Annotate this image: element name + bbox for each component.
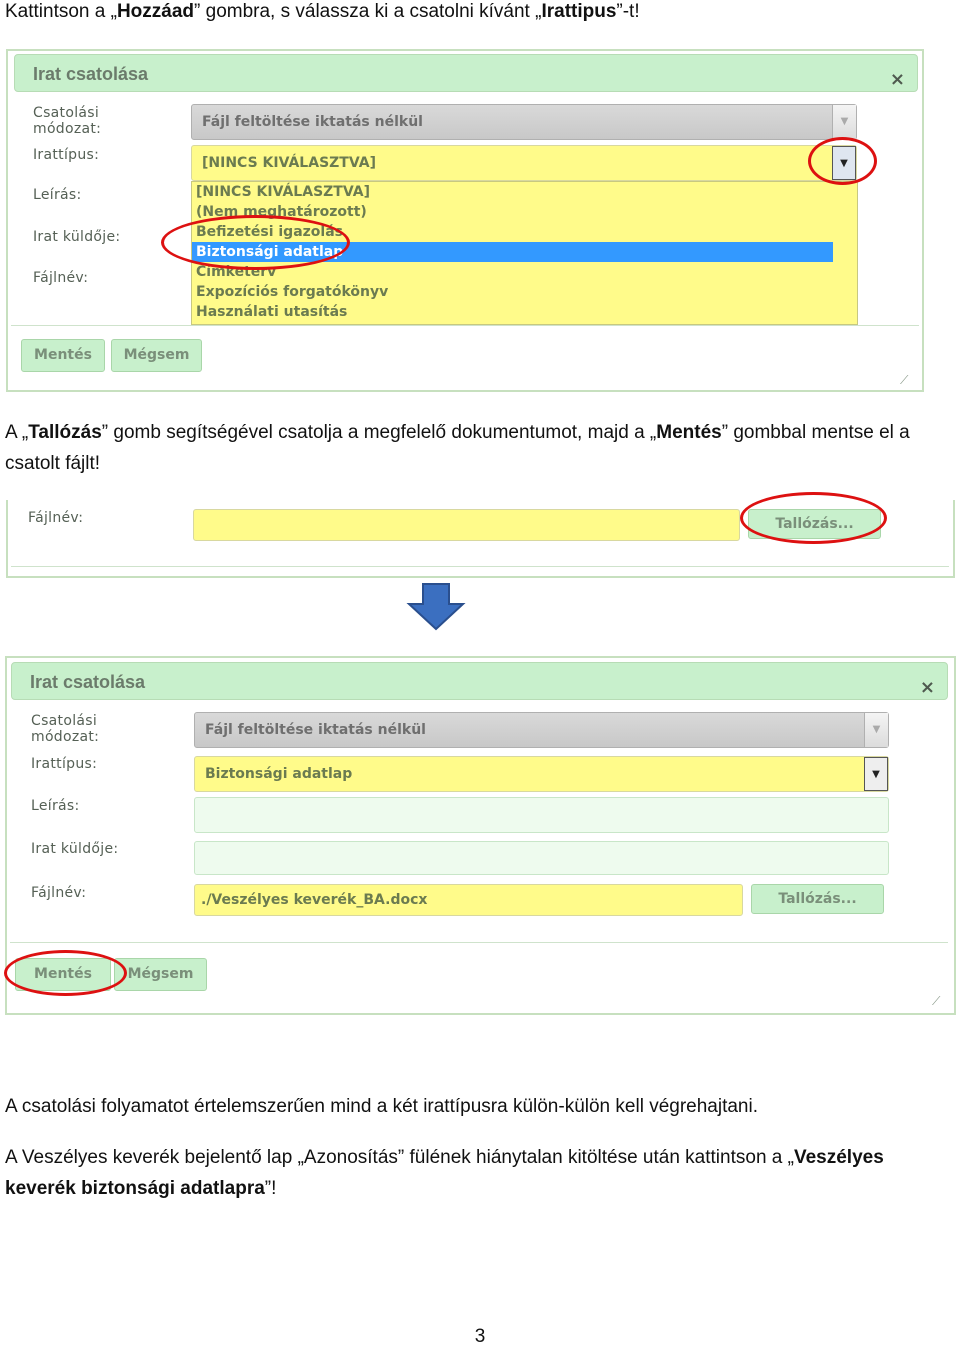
chevron-down-icon[interactable]: ▼ — [864, 713, 888, 747]
list-item[interactable]: Befizetési igazolás — [196, 224, 343, 240]
label-description: Leírás: — [31, 798, 80, 814]
screenshot-dialog-filled — [5, 656, 956, 1015]
filename-input[interactable] — [193, 509, 740, 541]
bold-hozzaad: Hozzáad — [116, 1, 195, 22]
resize-grip-icon[interactable]: ⟋ — [900, 373, 909, 387]
screenshot-dropdown-open — [6, 49, 924, 392]
list-item[interactable]: Expozíciós forgatókönyv — [196, 284, 389, 300]
label-filename: Fájlnév: — [28, 510, 84, 526]
instruction-both-types: A csatolási folyamatot értelemszerűen mind a két irattípusra külön-külön kell végrehajtani. — [5, 1096, 758, 1117]
chevron-down-icon[interactable]: ▼ — [864, 757, 888, 791]
dialog-title-bar — [14, 54, 918, 92]
save-button[interactable]: Mentés — [21, 339, 105, 372]
highlight-browse-button — [740, 492, 887, 544]
list-item-selected[interactable]: Biztonsági adatlap — [192, 242, 833, 262]
browse-button[interactable]: Tallózás... — [748, 509, 881, 539]
instruction-add-button: Kattintson a „Hozzáad” gombra, s válassza ki a csatolni kívánt „Irattipus”-t! — [5, 1, 640, 22]
arrow-down-icon — [405, 582, 467, 632]
mode-select[interactable]: Fájl feltöltése iktatás nélkül ▼ — [194, 712, 889, 748]
chevron-down-icon[interactable]: ▼ — [832, 105, 856, 139]
label-mode: Csatolási módozat: — [31, 713, 100, 745]
type-select[interactable]: [NINCS KIVÁLASZTVA] ▼ — [191, 145, 857, 181]
chevron-down-icon[interactable]: ▼ — [832, 146, 856, 180]
bold-irattipus: Irattipus — [541, 1, 617, 22]
label-filename: Fájlnév: — [33, 270, 89, 286]
bold-tallozas: Tallózás — [28, 422, 102, 443]
highlight-dropdown-arrow — [808, 137, 877, 185]
divider — [11, 325, 919, 326]
type-select[interactable]: Biztonsági adatlap ▼ — [194, 756, 889, 792]
cancel-button[interactable]: Mégsem — [111, 339, 202, 372]
filename-input[interactable]: ./Veszélyes keverék_BA.docx — [194, 884, 743, 916]
list-item[interactable]: (Nem meghatározott) — [196, 204, 367, 220]
list-item[interactable]: Használati utasítás — [196, 304, 348, 320]
list-item[interactable]: Címketerv — [196, 264, 277, 280]
label-mode: Csatolási módozat: — [33, 105, 102, 137]
label-description: Leírás: — [33, 187, 82, 203]
browse-button[interactable]: Tallózás... — [751, 884, 884, 914]
sender-input[interactable] — [194, 841, 889, 875]
instruction-browse-save: A „Tallózás” gomb segítségével csatolja a megfelelő dokumentumot, majd a „Mentés” gombbal mentse el a csatolt fájlt! — [5, 422, 910, 474]
divider — [11, 566, 949, 567]
page-number: 3 — [474, 1326, 486, 1347]
cancel-button[interactable]: Mégsem — [114, 958, 207, 991]
bold-safety-sheet: Veszélyes keverék biztonsági adatlapra — [5, 1147, 884, 1199]
dialog-title: Irat csatolása — [33, 64, 149, 84]
save-button[interactable]: Mentés — [15, 958, 111, 991]
instruction-next-step: A Veszélyes keverék bejelentő lap „Azonosítás” fülének hiánytalan kitöltése után kattintson a „Veszélyes keverék biztonsági adatlapra”! — [5, 1147, 884, 1199]
resize-grip-icon[interactable]: ⟋ — [932, 994, 941, 1008]
label-type: Irattípus: — [31, 756, 98, 772]
screenshot-filename-row — [6, 500, 955, 578]
highlight-save-button — [4, 950, 127, 996]
divider — [10, 942, 948, 943]
close-icon[interactable]: × — [919, 677, 935, 698]
dialog-title: Irat csatolása — [30, 672, 146, 692]
list-item[interactable]: [NINCS KIVÁLASZTVA] — [196, 184, 370, 200]
bold-mentes: Mentés — [656, 422, 722, 443]
label-sender: Irat küldője: — [33, 229, 121, 245]
label-type: Irattípus: — [33, 147, 100, 163]
label-filename: Fájlnév: — [31, 885, 87, 901]
mode-select[interactable]: Fájl feltöltése iktatás nélkül ▼ — [191, 104, 857, 140]
description-input[interactable] — [194, 797, 889, 833]
label-sender: Irat küldője: — [31, 841, 119, 857]
close-icon[interactable]: × — [889, 69, 905, 90]
dialog-title-bar — [11, 662, 948, 700]
highlight-selected-option — [161, 215, 350, 270]
